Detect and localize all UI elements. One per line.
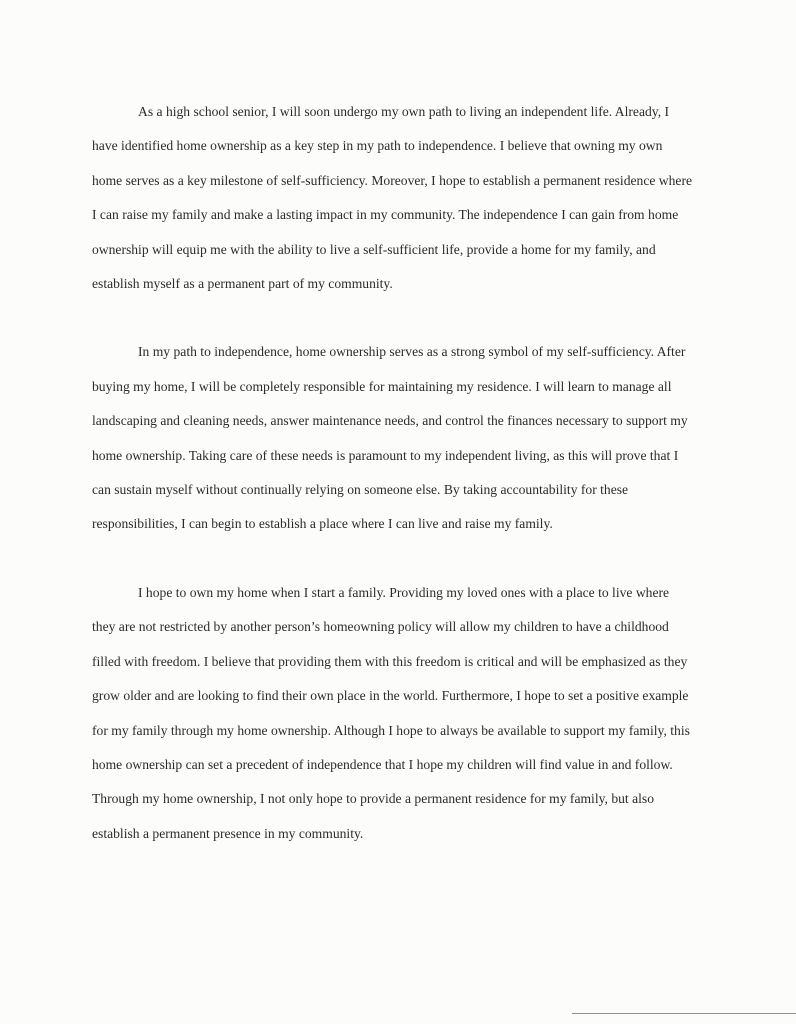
page-edge-line [572, 1013, 796, 1014]
paragraph-3: I hope to own my home when I start a family. Providing my loved ones with a place to live where they are not restricted by another person’s homeowning policy will allow my children to have a childhood filled with freedom. I believe that providing them with this freedom is critical and will be emphasized as they grow older and are looking to find their own place in the world. Furthermore, I hope to set a positive example for my family through my home ownership. Although I hope to always be available to support my family, this home ownership can set a precedent of independence that I hope my children will find value in and follow. Through my home ownership, I not only hope to provide a permanent residence for my family, but also establish a permanent presence in my community. [92, 584, 690, 841]
paragraph-1: As a high school senior, I will soon undergo my own path to living an independent life. Already, I have identified home ownership as a key step in my path to independence. I believe that owning my own home serves as a key milestone of self-sufficiency. Moreover, I hope to establish a permanent residence where I can raise my family and make a lasting impact in my community. The independence I can gain from home ownership will equip me with the ability to live a self-sufficient life, provide a home for my family, and establish myself as a permanent part of my community. [92, 104, 693, 292]
paragraph-2: In my path to independence, home ownership serves as a strong symbol of my self-sufficiency. After buying my home, I will be completely responsible for maintaining my residence. I will learn to manage all landscaping and cleaning needs, answer maintenance needs, and control the finances necessary to support my home ownership. Taking care of these needs is paramount to my independent living, as this will prove that I can sustain myself without continually relying on someone else. By taking accountability for these responsibilities, I can begin to establish a place where I can live and raise my family. [92, 344, 688, 532]
essay-body [92, 95, 692, 851]
